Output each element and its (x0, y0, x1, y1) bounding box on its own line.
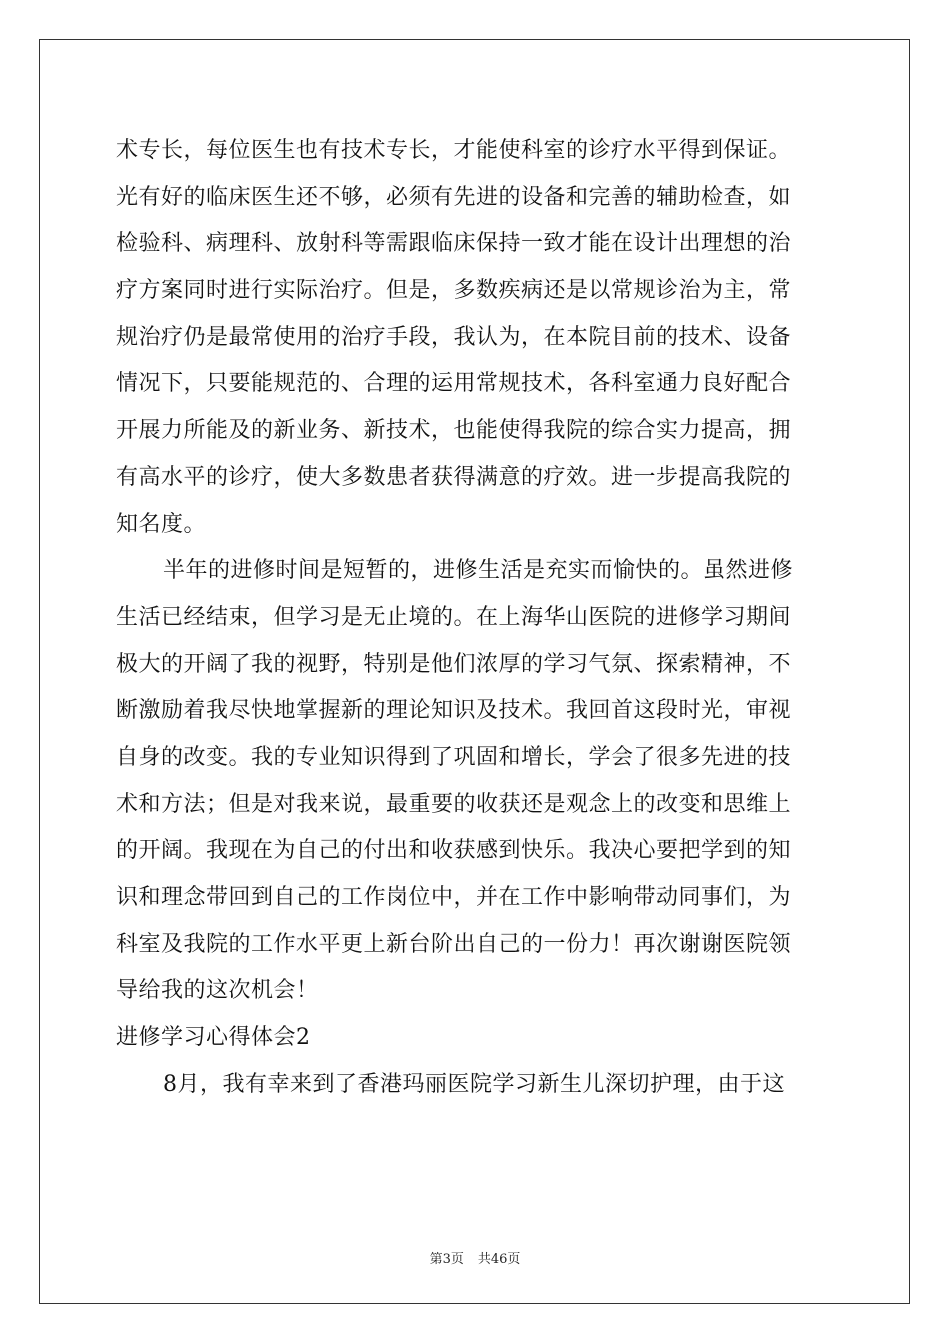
text-line: 知名度。 (116, 511, 207, 537)
text-line: 光有好的临床医生还不够，必须有先进的设备和完善的辅助检查，如 (116, 184, 792, 210)
document-body (116, 128, 836, 1108)
text-line: 的开阔。我现在为自己的付出和收获感到快乐。我决心要把学到的知 (116, 838, 792, 864)
text-line: 疗方案同时进行实际治疗。但是，多数疾病还是以常规诊治为主，常 (116, 278, 792, 304)
text-line: 识和理念带回到自己的工作岗位中，并在工作中影响带动同事们，为 (116, 885, 792, 910)
page-number: 第3页 (429, 1252, 464, 1267)
text-line: 开展力所能及的新业务、新技术，也能使得我院的综合实力提高，拥 (116, 418, 792, 444)
text-line: 有高水平的诊疗，使大多数患者获得满意的疗效。进一步提高我院的 (116, 464, 792, 490)
text-line: 情况下，只要能规范的、合理的运用常规技术，各科室通力良好配合 (116, 371, 792, 397)
text-line: 自身的改变。我的专业知识得到了巩固和增长，学会了很多先进的技 (116, 744, 792, 770)
text-line: 规治疗仍是最常使用的治疗手段，我认为，在本院目前的技术、设备 (116, 324, 792, 350)
text-line: 导给我的这次机会！ (116, 978, 319, 1004)
section-heading: 进修学习心得体会2 (116, 1025, 311, 1051)
paragraph-start-line: 半年的进修时间是短暂的，进修生活是充实而愉快的。虽然进修 (163, 558, 794, 584)
paragraph-start-line: 8月，我有幸来到了香港玛丽医院学习新生儿深切护理，由于这 (163, 1071, 785, 1097)
text-line: 术和方法；但是对我来说，最重要的收获还是观念上的改变和思维上 (116, 791, 792, 817)
page-footer (0, 1248, 950, 1267)
text-line: 术专长，每位医生也有技术专长，才能使科室的诊疗水平得到保证。 (116, 138, 792, 163)
text-line: 科室及我院的工作水平更上新台阶出自己的一份力！再次谢谢医院领 (116, 931, 792, 957)
text-line: 极大的开阔了我的视野，特别是他们浓厚的学习气氛、探索精神，不 (116, 651, 792, 677)
text-line: 检验科、病理科、放射科等需跟临床保持一致才能在设计出理想的治 (116, 231, 792, 257)
text-line: 断激励着我尽快地掌握新的理论知识及技术。我回首这段时光，审视 (116, 698, 792, 724)
page-total: 共46页 (477, 1252, 521, 1267)
text-line: 生活已经结束，但学习是无止境的。在上海华山医院的进修学习期间 (116, 604, 792, 630)
